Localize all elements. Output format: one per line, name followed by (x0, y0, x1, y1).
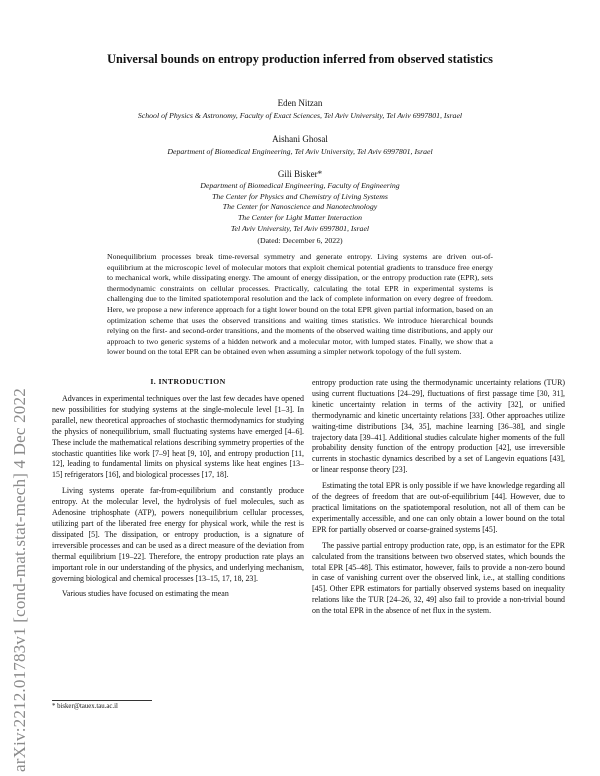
author-affiliation: Department of Biomedical Engineering, Faculty of Engineering (200, 181, 400, 190)
paragraph: Estimating the total EPR is only possible if we have knowledge regarding all of the degrees of freedom that are out-of-equilibrium [44]. However, due to practical limitations on the spatiotemporal resolution, not all of them can be experimentally accessible, and one can only obtain a lower bound on the total EPR for partially observed or coarse-grained systems [45]. (312, 481, 565, 534)
section-heading: I. INTRODUCTION (150, 377, 226, 386)
abstract: Nonequilibrium processes break time-reversal symmetry and generate entropy. Living systems are driven out-of-equilibrium at the microscopic level of molecular motors that exploit chemical potential gradients to transduce free energy to mechanical work, while dissipating energy. The amount of energy dissipation, or the entropy production rate (EPR), sets thermodynamic constraints on cellular processes. Practically, calculating the total EPR in experimental systems is challenging due to the limited spatiotemporal resolution and the lack of complete information on every degree of freedom. Here, we propose a new inference approach for a tight lower bound on the total EPR given partial information, based on an optimization scheme that uses the observed transitions and waiting times statistics. We introduce hierarchical bounds relying on the first- and second-order transitions, and the moments of the observed waiting time distributions, and apply our approach to two generic systems of a hidden network and a molecular motor, with lumped states. Finally, we show that a lower bound on the total EPR can be obtained even when assuming a simpler network topology of the full system. (107, 252, 493, 357)
author-name: Gili Bisker* (277, 169, 323, 179)
author-affiliation: The Center for Light Matter Interaction (237, 213, 363, 223)
paragraph: Advances in experimental techniques over the last few decades have opened new possibilities for studying systems at the single-molecule level [1–3]. In parallel, new theoretical approaches of stochastic thermodynamics for studying the physics of nonequilibrium, small fluctuating systems have emerged [4–6]. These include the mathematical relations describing symmetry properties of the stochastic quantities like work [7–9] heat [9, 10], and entropy production [11, 12], leading to fundamental limits on physical systems like heat engines [13–15] refrigerators [16], and biological processes [17, 18]. (52, 394, 304, 480)
author-affiliation: Department of Biomedical Engineering, Tel Aviv University, Tel Aviv 6997801, Israel (167, 147, 433, 156)
paper-title: Universal bounds on entropy production inferred from observed statistics (107, 52, 493, 66)
paragraph: entropy production rate using the thermodynamic uncertainty relations (TUR) using current fluctuations [24–29], fluctuations of first passage time [30, 31], kinetic uncertainty relation in terms of the activity [32], or unified thermodynamic and kinetic uncertainty relations [33]. Other approaches utilize waiting-time distributions [34, 35], machine learning [36–38], and single trajectory data [39–41]. Additional studies calculate higher moments of the full probability density function of the entropy production [42], use irreversible currents in stochastic dynamics described by a set of Langevin equations [43], or linear response theory [23]. (312, 378, 565, 475)
author-affiliation: The Center for Nanoscience and Nanotechnology (222, 202, 378, 212)
author-name: Aishani Ghosal (272, 134, 328, 144)
footnote-divider (52, 700, 152, 701)
footnote-email: * bisker@tauex.tau.ac.il (52, 703, 118, 710)
paragraph: Living systems operate far-from-equilibrium and constantly produce entropy. At the molecular level, the hydrolysis of fuel molecules, such as Adenosine triphosphate (ATP), powers nonequilibrium cellular processes, utilizing part of the liberated free energy for physical work, while the rest is dissipated [5]. The dissipation, or entropy production, is a signature of irreversible processes and can be used as a direct measure of the deviation from thermal equilibrium [19–22]. Therefore, the entropy production rate plays an important role in our understanding of the physics, and underlying mechanism, governing biological and chemical processes [13–15, 17, 18, 23]. (52, 486, 304, 583)
left-column (52, 394, 304, 605)
right-column (312, 378, 565, 622)
paragraph: Various studies have focused on estimating the mean (62, 589, 229, 599)
arxiv-stamp: arXiv:2212.01783v1 [cond-mat.stat-mech] 4 Dec 2022 (10, 388, 29, 772)
author-affiliation: School of Physics & Astronomy, Faculty of Exact Sciences, Tel Aviv University, Tel Aviv 6997801, Israel (137, 111, 463, 120)
paragraph: The passive partial entropy production rate, σpp, is an estimator for the EPR calculated from the transitions between two observed states, which bounds the total EPR [45–48]. This estimator, however, fails to provide a non-zero bound in case of vanishing current over the observed link, i.e., at stalling conditions [45]. Other EPR estimators for partially observed systems based on inequality relations like the TUR [24–26, 32, 49] also fail to provide a non-trivial bound on the total EPR in the absence of net flux in the system. (312, 540, 565, 616)
author-name: Eden Nitzan (277, 98, 323, 108)
date-line: (Dated: December 6, 2022) (257, 236, 343, 245)
author-affiliation: The Center for Physics and Chemistry of Living Systems (212, 191, 388, 201)
author-affiliation: Tel Aviv University, Tel Aviv 6997801, Israel (230, 223, 370, 233)
